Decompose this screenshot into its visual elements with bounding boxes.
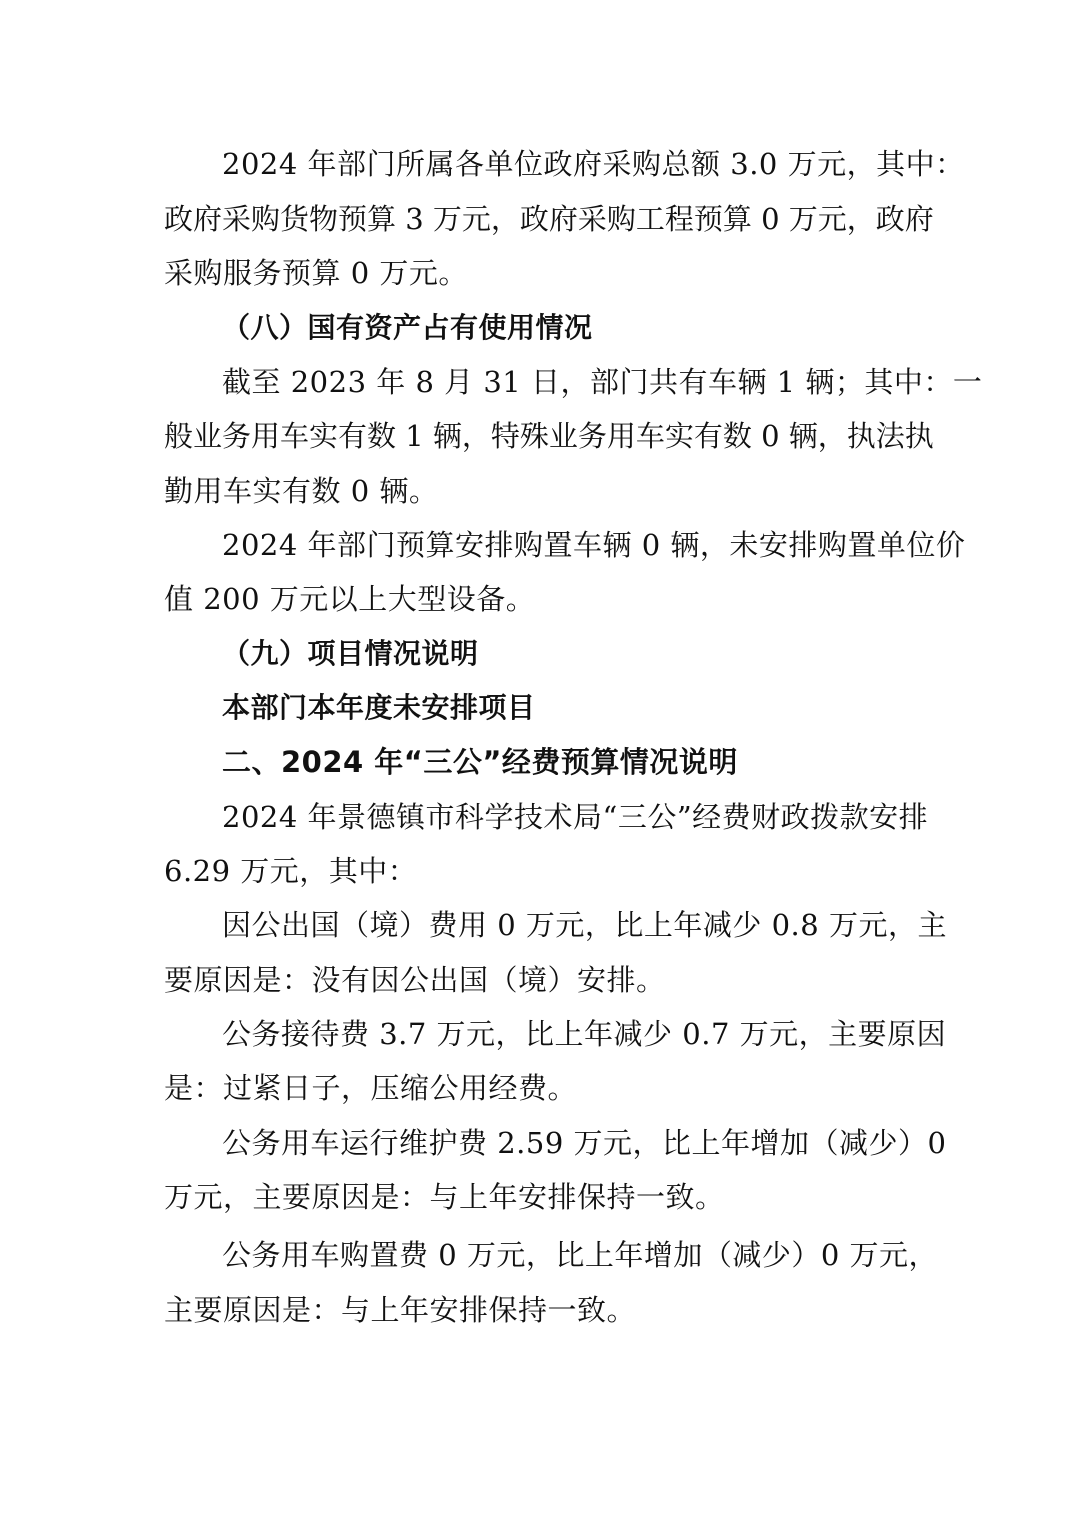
paragraph-line: 值 200 万元以上大型设备。 [164,582,536,616]
paragraph-line: 要原因是：没有因公出国（境）安排。 [164,963,666,997]
paragraph-line: 6.29 万元，其中： [164,854,418,888]
section-heading: 本部门本年度未安排项目 [222,691,536,724]
paragraph-line: 勤用车实有数 0 辆。 [164,474,439,508]
section-heading: （九）项目情况说明 [222,637,479,670]
chapter-heading: 二、2024 年“三公”经费预算情况说明 [222,745,738,779]
paragraph-line: 是：过紧日子，压缩公用经费。 [164,1071,578,1105]
paragraph-line: 公务用车购置费 0 万元，比上年增加（减少）0 万元， [222,1238,939,1272]
paragraph-line: 2024 年景德镇市科学技术局“三公”经费财政拨款安排 [222,800,929,834]
paragraph-line: 2024 年部门所属各单位政府采购总额 3.0 万元，其中： [222,147,965,181]
paragraph-line: 主要原因是：与上年安排保持一致。 [164,1293,637,1327]
paragraph-line: 2024 年部门预算安排购置车辆 0 辆，未安排购置单位价 [222,528,966,562]
paragraph-line: 公务用车运行维护费 2.59 万元，比上年增加（减少）0 [222,1126,947,1160]
paragraph-line: 因公出国（境）费用 0 万元，比上年减少 0.8 万元，主 [222,908,947,942]
paragraph-line: 截至 2023 年 8 月 31 日，部门共有车辆 1 辆；其中：一 [222,365,983,399]
section-heading: （八）国有资产占有使用情况 [222,311,593,344]
paragraph-line: 般业务用车实有数 1 辆，特殊业务用车实有数 0 辆，执法执 [164,419,934,453]
paragraph-line: 采购服务预算 0 万元。 [164,256,468,290]
paragraph-line: 公务接待费 3.7 万元，比上年减少 0.7 万元，主要原因 [222,1017,947,1051]
paragraph-line: 政府采购货物预算 3 万元，政府采购工程预算 0 万元，政府 [164,202,934,236]
paragraph-line: 万元，主要原因是：与上年安排保持一致。 [164,1180,725,1214]
